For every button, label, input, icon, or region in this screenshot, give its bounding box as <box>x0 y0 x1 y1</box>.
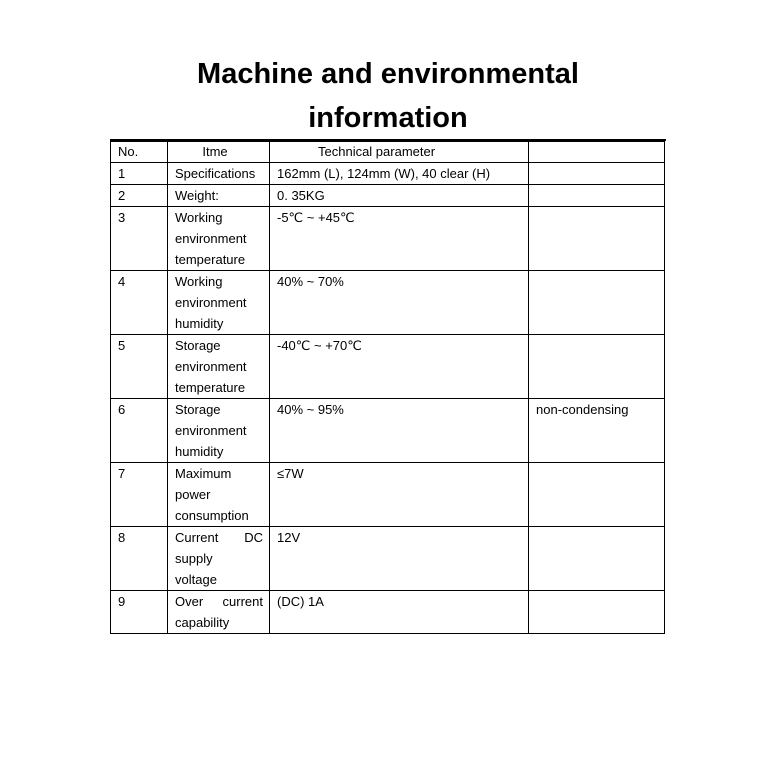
cell-note <box>529 335 665 399</box>
cell-note <box>529 271 665 335</box>
cell-item-line: humidity <box>175 316 224 331</box>
table-row <box>111 591 665 634</box>
cell-technical-parameter: 12V <box>270 527 529 591</box>
cell-item <box>168 527 270 591</box>
cell-technical-parameter: 162mm (L), 124mm (W), 40 clear (H) <box>270 163 529 185</box>
cell-item-line: voltage <box>175 572 217 587</box>
cell-technical-parameter: 0. 35KG <box>270 185 529 207</box>
cell-item <box>168 463 270 527</box>
cell-technical-parameter: -40℃ ~ +70℃ <box>270 335 529 399</box>
cell-item-line: capability <box>175 615 230 630</box>
table-row <box>111 185 665 207</box>
header-technical-parameter: Technical parameter <box>270 142 529 163</box>
cell-item-line: environment <box>175 423 247 438</box>
cell-note <box>529 185 665 207</box>
cell-item <box>168 335 270 399</box>
header-note <box>529 142 665 163</box>
cell-item-line: supply <box>175 551 213 566</box>
cell-item-line: consumption <box>175 508 249 523</box>
cell-technical-parameter: 40% ~ 95% <box>270 399 529 463</box>
cell-item-line: environment <box>175 231 247 246</box>
table-body <box>111 163 665 634</box>
cell-technical-parameter: ≤7W <box>270 463 529 527</box>
cell-note: non-condensing <box>529 399 665 463</box>
cell-item <box>168 207 270 271</box>
cell-no: 1 <box>111 163 168 185</box>
cell-note <box>529 527 665 591</box>
cell-item-line: Weight: <box>175 188 219 203</box>
cell-item-line: Storage <box>175 338 221 353</box>
cell-item-line: Over current <box>175 594 263 609</box>
cell-note <box>529 463 665 527</box>
page-title-line-1: Machine and environmental <box>197 58 579 90</box>
table-row <box>111 527 665 591</box>
cell-no: 5 <box>111 335 168 399</box>
cell-item <box>168 591 270 634</box>
table-row <box>111 399 665 463</box>
cell-technical-parameter: 40% ~ 70% <box>270 271 529 335</box>
cell-item <box>168 163 270 185</box>
table-row <box>111 207 665 271</box>
cell-item <box>168 185 270 207</box>
cell-no: 4 <box>111 271 168 335</box>
cell-no: 2 <box>111 185 168 207</box>
table-header-row <box>111 142 665 163</box>
cell-item-line: Working <box>175 274 223 289</box>
cell-item-line: Working <box>175 210 223 225</box>
table-row <box>111 463 665 527</box>
cell-no: 6 <box>111 399 168 463</box>
cell-item-line: humidity <box>175 444 224 459</box>
cell-item-line: Specifications <box>175 166 256 181</box>
table-row <box>111 271 665 335</box>
table-row <box>111 163 665 185</box>
cell-item-line: temperature <box>175 380 246 395</box>
cell-note <box>529 207 665 271</box>
cell-item-line: Maximum <box>175 466 232 481</box>
cell-no: 8 <box>111 527 168 591</box>
cell-technical-parameter: -5℃ ~ +45℃ <box>270 207 529 271</box>
cell-no: 7 <box>111 463 168 527</box>
header-item: Itme <box>168 142 270 163</box>
header-no: No. <box>111 142 168 163</box>
cell-item-line: environment <box>175 295 247 310</box>
page-title-line-2: information <box>308 102 468 134</box>
cell-no: 3 <box>111 207 168 271</box>
cell-no: 9 <box>111 591 168 634</box>
cell-note <box>529 591 665 634</box>
cell-item-line: power <box>175 487 211 502</box>
cell-item-line: environment <box>175 359 247 374</box>
cell-item-line: Current DC <box>175 530 263 545</box>
spec-table <box>110 141 665 634</box>
cell-item <box>168 399 270 463</box>
cell-item-line: Storage <box>175 402 221 417</box>
cell-technical-parameter: (DC) 1A <box>270 591 529 634</box>
cell-note <box>529 163 665 185</box>
page-title <box>0 52 776 140</box>
cell-item <box>168 271 270 335</box>
table-row <box>111 335 665 399</box>
cell-item-line: temperature <box>175 252 246 267</box>
